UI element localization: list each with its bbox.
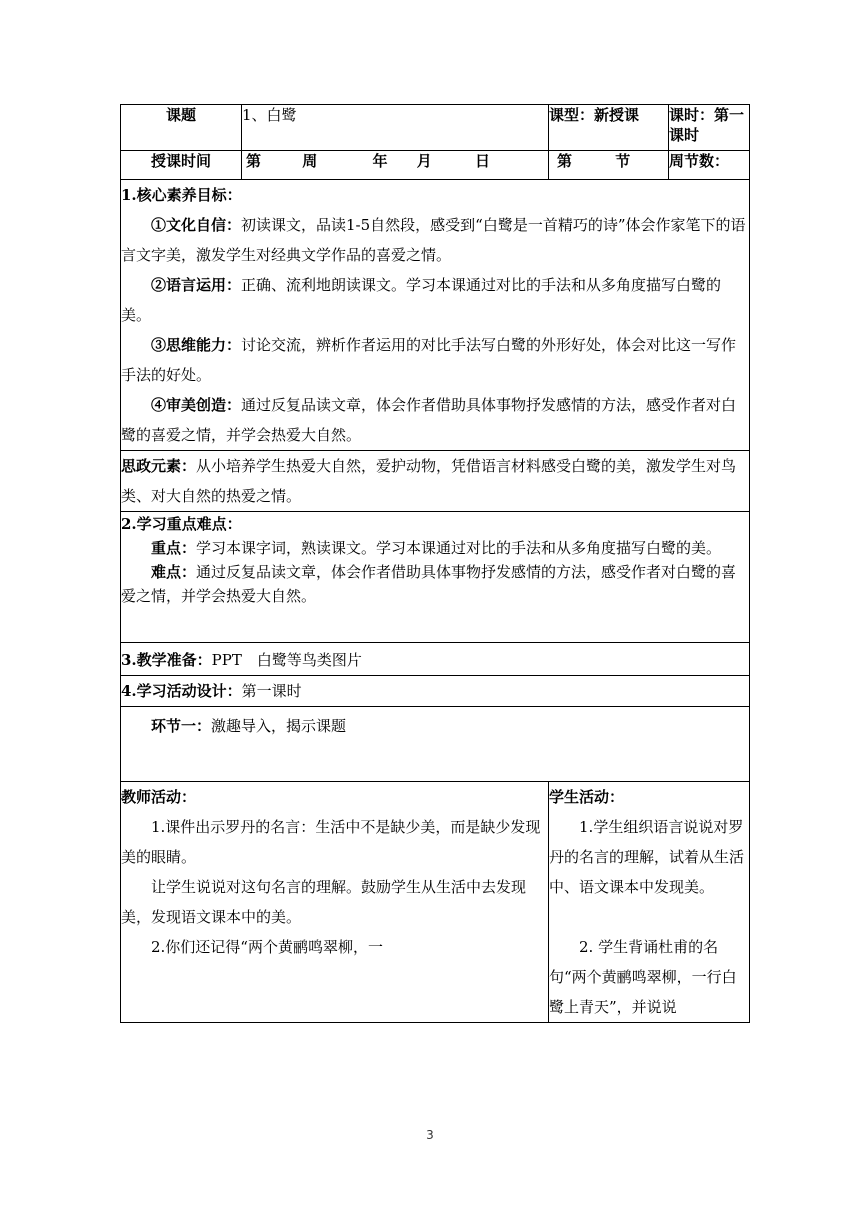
month-label: 月 [416, 152, 432, 170]
topic-value: 1、白鹭 [242, 105, 549, 151]
difficulty-label: 难点： [151, 563, 197, 581]
period-suffix: 节 [615, 152, 631, 170]
goal-label: ②语言运用： [151, 276, 242, 294]
prep-row [121, 643, 750, 676]
goal-text: 初读课文，品读1-5自然段，感受到“白鹭是一首精巧的诗”体会作家笔下的语言文字美，激发学生对经典文学作品的喜爱之情。 [121, 216, 746, 264]
goal-text: 通过反复品读文章，体会作者借助具体事物抒发感情的方法，感受作者对白鹭的喜爱之情，并学会热爱大自然。 [121, 396, 737, 444]
week-prefix: 第 [246, 152, 262, 170]
ideology-text: 从小培养学生热爱大自然，爱护动物，凭借语言材料感受白鹭的美，激发学生对鸟类、对大自然的热爱之情。 [121, 457, 737, 505]
goal-label: ④审美创造： [151, 396, 242, 414]
goal-label: ③思维能力： [151, 336, 242, 354]
goal-item [121, 270, 749, 330]
step-label: 环节一： [151, 717, 212, 735]
prep-cell [121, 643, 750, 676]
teacher-para: 1.课件出示罗丹的名言：生活中不是缺少美，而是缺少发现美的眼睛。 [121, 818, 541, 866]
lesson-type: 课型：新授课 [549, 105, 669, 151]
week-suffix: 周 [302, 152, 318, 170]
period-prefix: 第 [557, 152, 573, 170]
focus-text: 学习本课字词，熟读课文。学习本课通过对比的手法和从多角度描写白鹭的美。 [196, 539, 722, 557]
keypoints-cell [121, 512, 750, 643]
period-fields [549, 151, 669, 180]
day-label: 日 [475, 152, 491, 170]
step-cell [121, 707, 750, 782]
student-activities [549, 782, 750, 1023]
activity-text: 第一课时 [241, 682, 302, 700]
weekly-periods: 周节数： [669, 151, 750, 180]
focus-item [121, 536, 749, 560]
prep-text: PPT 白鹭等鸟类图片 [211, 651, 362, 669]
goal-item [121, 390, 749, 450]
student-title: 学生活动： [549, 788, 625, 806]
student-para: 2. 学生背诵杜甫的名句“两个黄鹂鸣翠柳，一行白鹭上青天”，并说说 [549, 938, 737, 1016]
goal-item [121, 210, 749, 270]
ideology-label: 思政元素： [121, 457, 197, 475]
prep-label: 3.教学准备： [121, 651, 212, 669]
page-number: 3 [426, 1128, 434, 1142]
goal-text: 讨论交流，辨析作者运用的对比手法写白鹭的外形好处，体会对比这一写作手法的好处。 [121, 336, 737, 384]
goals-cell [121, 180, 750, 451]
activities-row [121, 782, 750, 1023]
keypoints-title: 2.学习重点难点： [121, 515, 242, 533]
activity-cell [121, 676, 750, 707]
goals-title: 1.核心素养目标： [121, 186, 242, 204]
teacher-activities [121, 782, 549, 1023]
teacher-title: 教师活动： [121, 788, 197, 806]
step-row [121, 707, 750, 782]
lesson-hours: 课时：第一课时 [669, 105, 750, 151]
difficulty-item [121, 560, 749, 608]
activity-label: 4.学习活动设计： [121, 682, 242, 700]
teacher-para: 让学生说说对这句名言的理解。鼓励学生从生活中去发现美，发现语文课本中的美。 [121, 878, 527, 926]
year-label: 年 [372, 152, 388, 170]
teacher-para: 2.你们还记得“两个黄鹂鸣翠柳，一 [151, 938, 383, 956]
goals-row [121, 180, 750, 451]
goal-text: 正确、流利地朗读课文。学习本课通过对比的手法和从多角度描写白鹭的美。 [121, 276, 722, 324]
goal-label: ①文化自信： [151, 216, 242, 234]
focus-label: 重点： [151, 539, 197, 557]
spacer [549, 902, 749, 932]
step-line [121, 711, 749, 741]
time-row [121, 151, 750, 180]
goal-item [121, 330, 749, 390]
keypoints-row [121, 512, 750, 643]
lesson-plan-table [120, 104, 750, 1023]
step-text: 激趣导入，揭示课题 [211, 717, 347, 735]
time-label: 授课时间 [121, 151, 242, 180]
time-fields [242, 151, 549, 180]
student-para: 1.学生组织语言说说对罗丹的名言的理解，试着从生活中、语文课本中发现美。 [549, 818, 745, 896]
title-row [121, 105, 750, 151]
topic-label: 课题 [121, 105, 242, 151]
difficulty-text: 通过反复品读文章，体会作者借助具体事物抒发感情的方法，感受作者对白鹭的喜爱之情，并学会热爱大自然。 [121, 563, 737, 605]
activity-row [121, 676, 750, 707]
ideology-cell [121, 451, 750, 512]
ideology-row [121, 451, 750, 512]
